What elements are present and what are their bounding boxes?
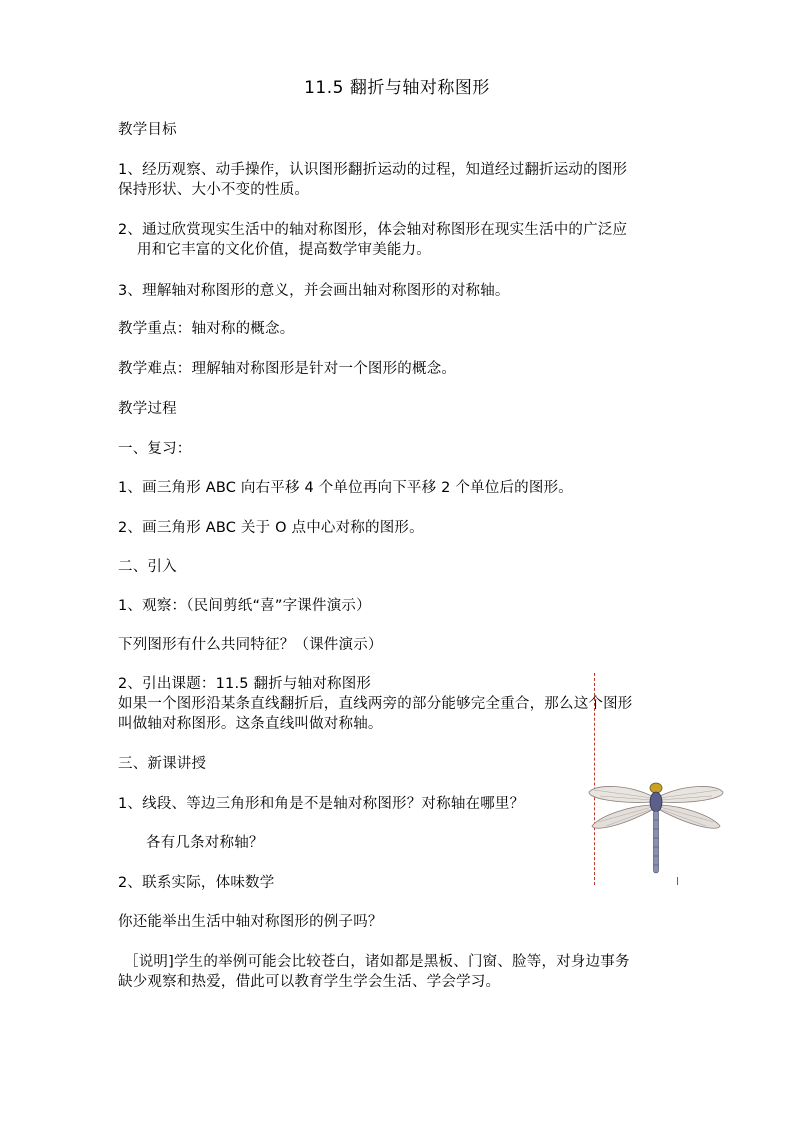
topic-item: 2、引出课题：11.5 翻折与轴对称图形 — [118, 676, 372, 692]
section-teaching-process: 教学过程 — [118, 401, 177, 417]
connect-item: 2、联系实际，体味数学 — [118, 875, 275, 891]
review-heading: 一、复习： — [118, 441, 192, 457]
intro-heading: 二、引入 — [118, 559, 177, 575]
dragonfly-right-upper-wing — [660, 786, 723, 802]
new-lesson-heading: 三、新课讲授 — [118, 756, 207, 772]
goal-1-line-2: 保持形状、大小不变的性质。 — [118, 182, 310, 198]
definition-line-1: 如果一个图形沿某条直线翻折后，直线两旁的部分能够完全重合，那么这个图形 — [118, 696, 633, 712]
dragonfly-abdomen — [654, 811, 659, 873]
review-item-2: 2、画三角形 ABC 关于 O 点中心对称的图形。 — [118, 520, 424, 536]
symmetry-axis-label: l — [676, 875, 680, 888]
goal-2-line-2: 用和它丰富的文化价值，提高数学审美能力。 — [137, 242, 431, 258]
definition-line-2: 叫做轴对称图形。这条直线叫做对称轴。 — [118, 716, 383, 732]
goal-1-line-1: 1、经历观察、动手操作，认识图形翻折运动的过程，知道经过翻折运动的图形 — [118, 162, 628, 178]
dragonfly-right-lower-wing — [660, 805, 720, 828]
examples-question: 你还能举出生活中轴对称图形的例子吗？ — [118, 914, 383, 930]
dragonfly-thorax — [650, 792, 662, 812]
observe-item: 1、观察：（民间剪纸“喜”字课件演示） — [118, 598, 371, 614]
note-line-1: ［说明]学生的举例可能会比较苍白，诸如都是黑板、门窗、脸等，对身边事务 — [124, 954, 630, 970]
dragonfly-left-upper-wing — [589, 786, 652, 802]
dragonfly-left-lower-wing — [592, 805, 652, 828]
review-item-1: 1、画三角形 ABC 向右平移 4 个单位再向下平移 2 个单位后的图形。 — [118, 480, 573, 496]
difficulty: 教学难点：理解轴对称图形是针对一个图形的概念。 — [118, 361, 457, 377]
key-point: 教学重点：轴对称的概念。 — [118, 321, 295, 337]
dragonfly-image — [586, 778, 726, 882]
goal-3: 3、理解轴对称图形的意义，并会画出轴对称图形的对称轴。 — [118, 283, 510, 299]
question-1: 1、线段、等边三角形和角是不是轴对称图形？对称轴在哪里？ — [118, 796, 525, 812]
goal-2-line-1: 2、通过欣赏现实生活中的轴对称图形，体会轴对称图形在现实生活中的广泛应 — [118, 222, 628, 238]
note-line-2: 缺少观察和热爱，借此可以教育学生学会生活、学会学习。 — [118, 974, 501, 990]
page-title: 11.5 翻折与轴对称图形 — [304, 78, 490, 98]
common-feature-question: 下列图形有什么共同特征？（课件演示） — [118, 637, 383, 653]
dragonfly-head — [650, 783, 662, 793]
section-teaching-goals: 教学目标 — [118, 122, 177, 138]
question-1-followup: 各有几条对称轴？ — [146, 835, 264, 851]
